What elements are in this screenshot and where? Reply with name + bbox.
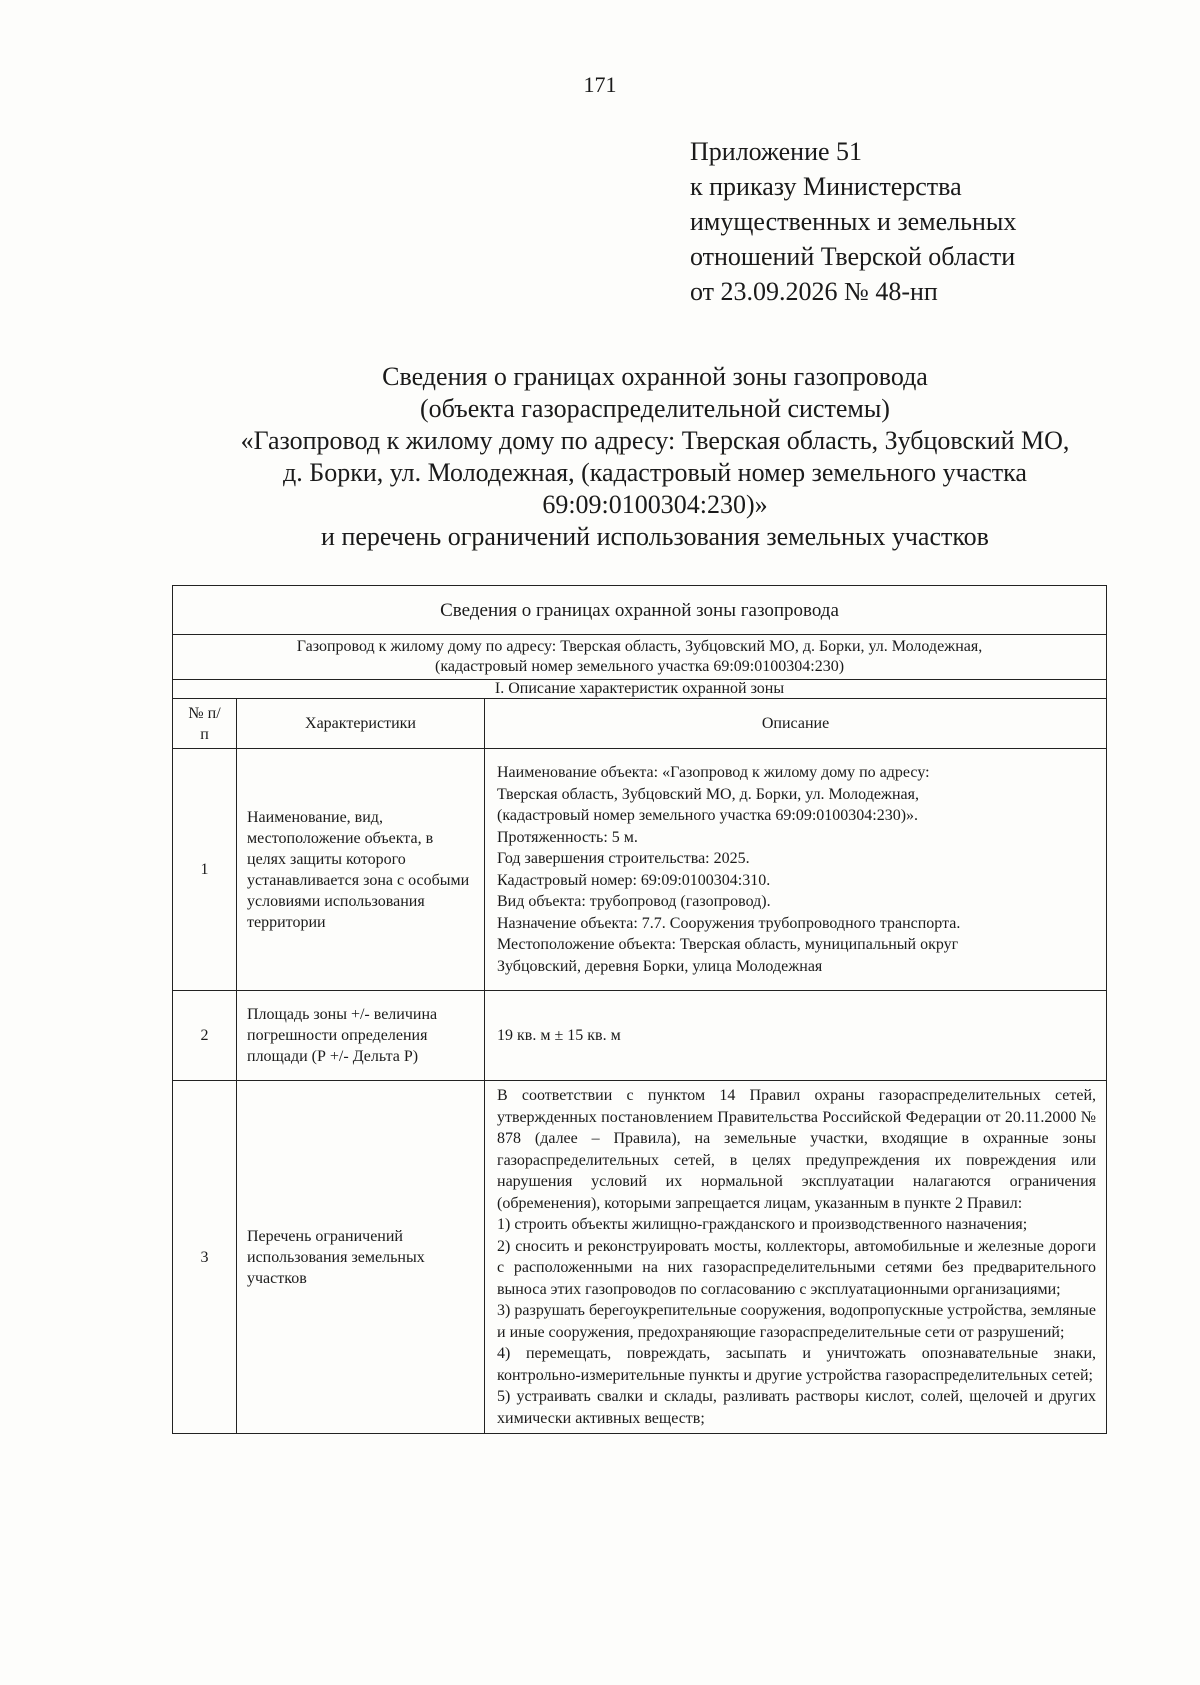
- description-line: Наименование объекта: «Газопровод к жилому дому по адресу:: [497, 764, 930, 781]
- table-object-name: [173, 635, 1107, 680]
- title-line: (объекта газораспределительной системы): [420, 394, 890, 423]
- zone-info-table: [172, 585, 1107, 1434]
- description-line: Назначение объекта: 7.7. Сооружения трубопроводного транспорта.: [497, 914, 961, 932]
- description-line: Кадастровый номер: 69:09:0100304:310.: [497, 871, 771, 889]
- description-paragraph: 1) строить объекты жилищно-гражданского и производственного назначения;: [497, 1216, 1028, 1233]
- appendix-line: от 23.09.2026 № 48-нп: [690, 277, 938, 306]
- appendix-line: к приказу Министерства: [690, 172, 962, 201]
- column-header-characteristic: Характеристики: [237, 699, 485, 749]
- description-paragraph: 5) устраивать свалки и склады, разливать растворы кислот, солей, щелочей и других химически активных веществ;: [497, 1388, 1097, 1427]
- description-line: Вид объекта: трубопровод (газопровод).: [497, 893, 771, 910]
- document-title: [130, 361, 1180, 553]
- row-number: 3: [173, 1081, 237, 1434]
- description-paragraph: 4) перемещать, повреждать, засыпать и уничтожать опознавательные знаки, контрольно-измерительные пункты и другие устройства газораспределительных сетей;: [497, 1345, 1097, 1384]
- appendix-block: [690, 134, 1110, 309]
- column-header-num: № п/п: [173, 699, 237, 749]
- table-row: [173, 749, 1107, 991]
- row-number: 2: [173, 991, 237, 1081]
- row-number: 1: [173, 749, 237, 991]
- row-description: [485, 749, 1107, 991]
- row-characteristic: Перечень ограничений использования земельных участков: [237, 1081, 485, 1434]
- description-line: Протяженность: 5 м.: [497, 828, 638, 846]
- title-line: д. Борки, ул. Молодежная, (кадастровый номер земельного участка: [283, 458, 1027, 487]
- description-line: Зубцовский, деревня Борки, улица Молодежная: [497, 957, 823, 975]
- table-row: [173, 1081, 1107, 1434]
- object-line: Газопровод к жилому дому по адресу: Тверская область, Зубцовский МО, д. Борки, ул. Молодежная,: [296, 638, 983, 655]
- description-paragraph: 3) разрушать берегоукрепительные сооружения, водопропускные устройства, земляные и иные сооружения, предохраняющие газораспределительные сети от разрушений;: [497, 1302, 1097, 1341]
- description-line: Тверская область, Зубцовский МО, д. Борки, ул. Молодежная,: [497, 785, 920, 803]
- appendix-line: имущественных и земельных: [690, 207, 1017, 236]
- table-header: Сведения о границах охранной зоны газопровода: [173, 586, 1107, 635]
- row-description: [485, 1081, 1107, 1434]
- title-line: и перечень ограничений использования земельных участков: [321, 522, 989, 551]
- title-line: 69:09:0100304:230)»: [542, 490, 768, 519]
- description-paragraph: 2) сносить и реконструировать мосты, коллекторы, автомобильные и железные дороги с расположенными на них газораспределительными сетями без предварительного выноса этих газопроводов по согласованию с эксплуатационными организациями;: [497, 1237, 1097, 1298]
- table-row: [173, 991, 1107, 1081]
- appendix-line: Приложение 51: [690, 137, 863, 166]
- column-header-description: Описание: [485, 699, 1107, 749]
- description-line: Год завершения строительства: 2025.: [497, 850, 750, 867]
- description-line: Местоположение объекта: Тверская область, муниципальный округ: [497, 936, 959, 953]
- page-number: 171: [583, 72, 617, 97]
- description-paragraph: В соответствии с пунктом 14 Правил охраны газораспределительных сетей, утвержденных постановлением Правительства Российской Федерации от 20.11.2000 № 878 (далее – Правила), на земельные участки, входящие в охранные зоны газораспределительных сетей, в целях предупреждения их повреждения или нарушения условий их нормальной эксплуатации налагаются ограничения (обременения), которыми запрещается лицам, указанным в пункте 2 Правил:: [497, 1087, 1097, 1212]
- table-section-title: I. Описание характеристик охранной зоны: [173, 680, 1107, 699]
- row-characteristic: Площадь зоны +/- величина погрешности определения площади (Р +/- Дельта Р): [237, 991, 485, 1081]
- title-line: «Газопровод к жилому дому по адресу: Тверская область, Зубцовский МО,: [240, 426, 1070, 455]
- row-description: 19 кв. м ± 15 кв. м: [485, 991, 1107, 1081]
- object-line: (кадастровый номер земельного участка 69:09:0100304:230): [434, 658, 845, 675]
- row-characteristic: Наименование, вид, местоположение объекта, в целях защиты которого устанавливается зона с особыми условиями использования территории: [237, 749, 485, 991]
- appendix-line: отношений Тверской области: [690, 242, 1016, 271]
- description-line: (кадастровый номер земельного участка 69:09:0100304:230)».: [497, 807, 919, 824]
- title-line: Сведения о границах охранной зоны газопровода: [382, 362, 928, 391]
